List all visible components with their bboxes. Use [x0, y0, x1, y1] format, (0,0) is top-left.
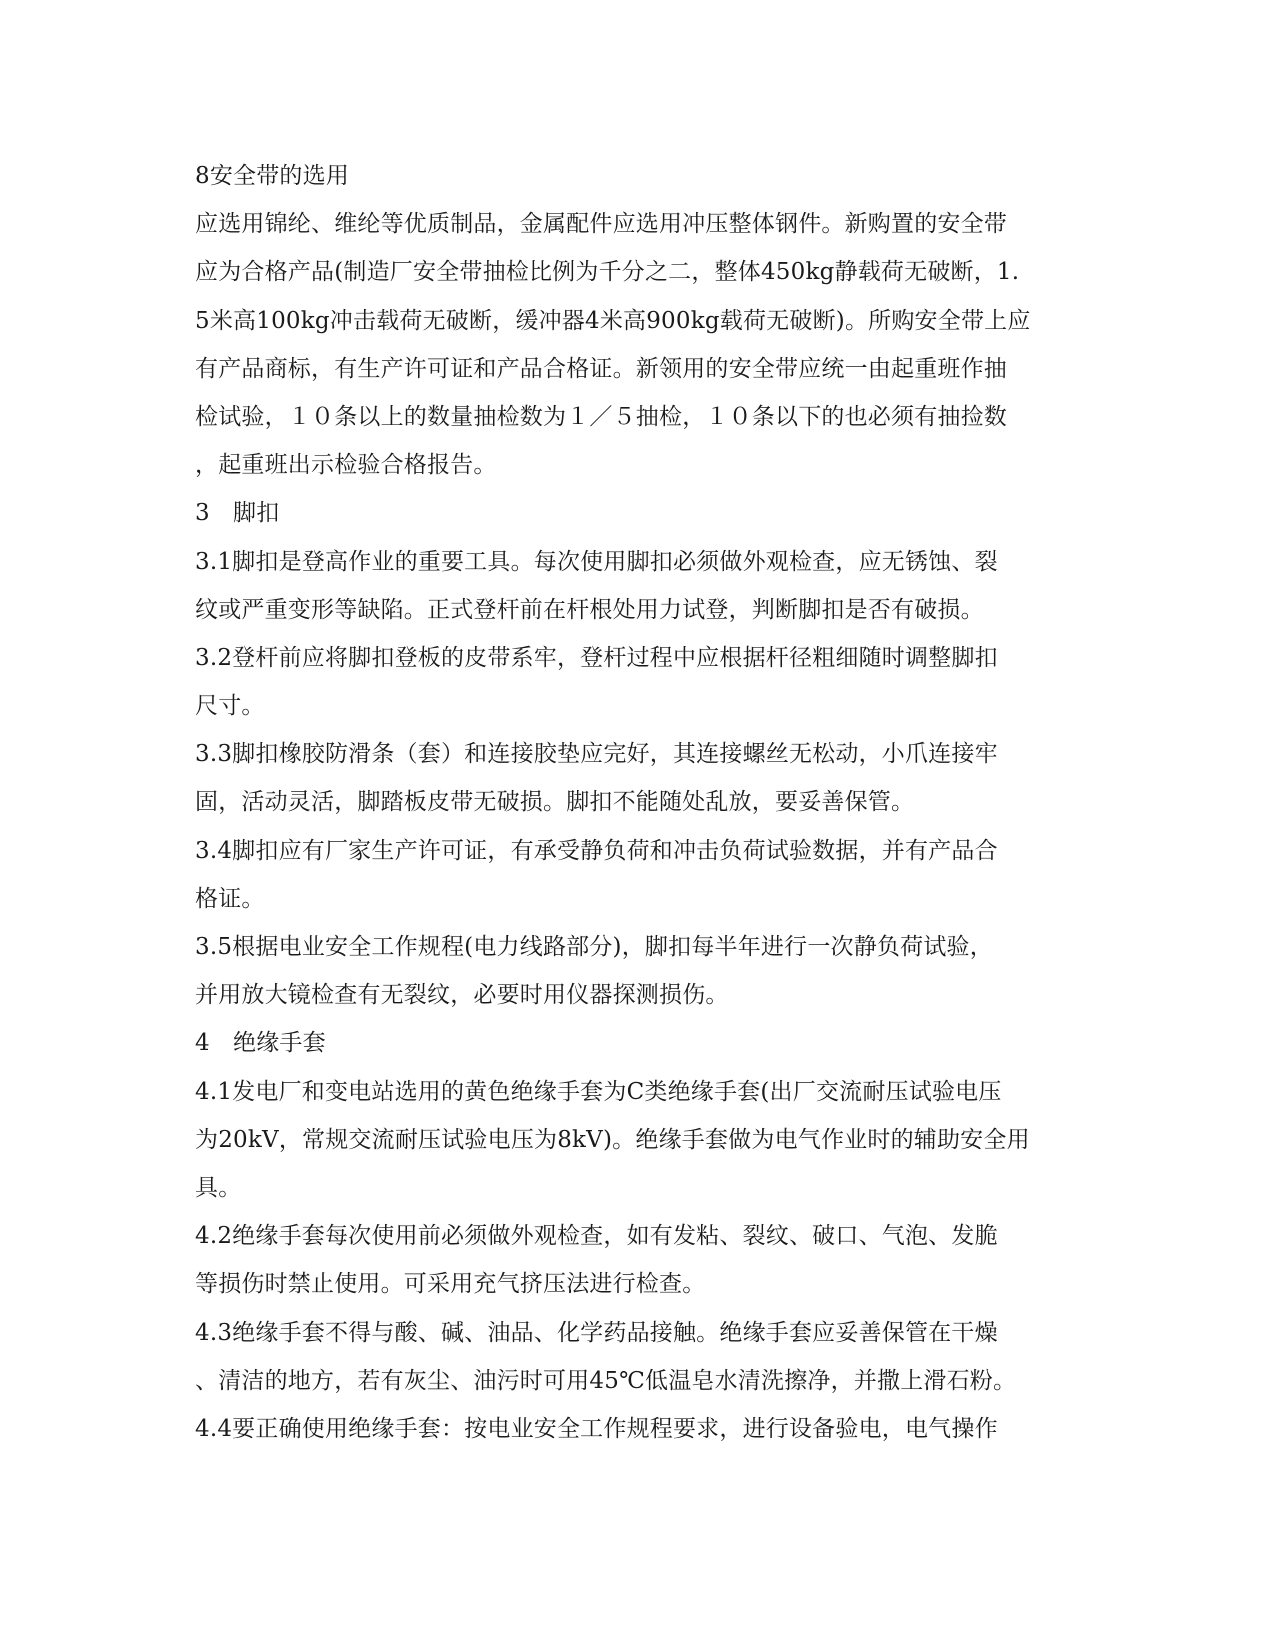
paragraph-line: 纹或严重变形等缺陷。正式登杆前在杆根处用力试登，判断脚扣是否有破损。	[195, 596, 984, 623]
paragraph-line: 固，活动灵活，脚踏板皮带无破损。脚扣不能随处乱放，要妥善保管。	[195, 789, 915, 816]
paragraph-line: 为20kV，常规交流耐压试验电压为8kV)。绝缘手套做为电气作业时的辅助安全用	[195, 1126, 1030, 1153]
paragraph-line: 4.1发电厂和变电站选用的黄色绝缘手套为C类绝缘手套(出厂交流耐压试验电压	[195, 1078, 1002, 1105]
paragraph-line: 尺寸。	[195, 693, 265, 720]
paragraph-line: ，起重班出示检验合格报告。	[195, 452, 497, 479]
paragraph-line: 5米高100kg冲击载荷无破断，缓冲器4米高900kg载荷无破断)。所购安全带上应	[195, 307, 1031, 334]
paragraph-line: 应选用锦纶、维纶等优质制品，金属配件应选用冲压整体钢件。新购置的安全带	[195, 211, 1007, 238]
paragraph-line: 3.2登杆前应将脚扣登板的皮带系牢，登杆过程中应根据杆径粗细随时调整脚扣	[195, 644, 998, 671]
paragraph-line: 3.5根据电业安全工作规程(电力线路部分)，脚扣每半年进行一次静负荷试验，	[195, 934, 993, 960]
paragraph-line: 检试验，１０条以上的数量抽检数为１／５抽检，１０条以下的也必须有抽捡数	[195, 403, 1007, 430]
paragraph-line: 有产品商标，有生产许可证和产品合格证。新领用的安全带应统一由起重班作抽	[195, 355, 1007, 382]
paragraph-line: 等损伤时禁止使用。可采用充气挤压法进行检查。	[195, 1271, 706, 1298]
paragraph-line: 应为合格产品(制造厂安全带抽检比例为千分之二，整体450kg静载荷无破断，1.	[195, 259, 1020, 286]
paragraph-line: 并用放大镜检查有无裂纹，必要时用仪器探测损伤。	[195, 982, 729, 1009]
section-heading: 8安全带的选用	[195, 163, 350, 189]
paragraph-line: 4.3绝缘手套不得与酸、碱、油品、化学药品接触。绝缘手套应妥善保管在干燥	[195, 1319, 998, 1346]
paragraph-line: 具。	[195, 1174, 242, 1201]
section-heading: 3 脚扣	[195, 500, 280, 527]
paragraph-line: 4.2绝缘手套每次使用前必须做外观检查，如有发粘、裂纹、破口、气泡、发脆	[195, 1223, 998, 1250]
paragraph-line: 格证。	[195, 885, 265, 912]
paragraph-line: 3.1脚扣是登高作业的重要工具。每次使用脚扣必须做外观检查，应无锈蚀、裂	[195, 548, 998, 575]
paragraph-line: 3.3脚扣橡胶防滑条（套）和连接胶垫应完好，其连接螺丝无松动，小爪连接牢	[195, 741, 998, 768]
paragraph-line: 、清洁的地方，若有灰尘、油污时可用45℃低温皂水清洗擦净，并撒上滑石粉。	[195, 1367, 1017, 1394]
paragraph-line: 4.4要正确使用绝缘手套：按电业安全工作规程要求，进行设备验电，电气操作	[195, 1415, 998, 1442]
paragraph-line: 3.4脚扣应有厂家生产许可证，有承受静负荷和冲击负荷试验数据，并有产品合	[195, 837, 998, 864]
body-text	[195, 152, 1075, 1453]
section-heading: 4 绝缘手套	[195, 1030, 326, 1057]
